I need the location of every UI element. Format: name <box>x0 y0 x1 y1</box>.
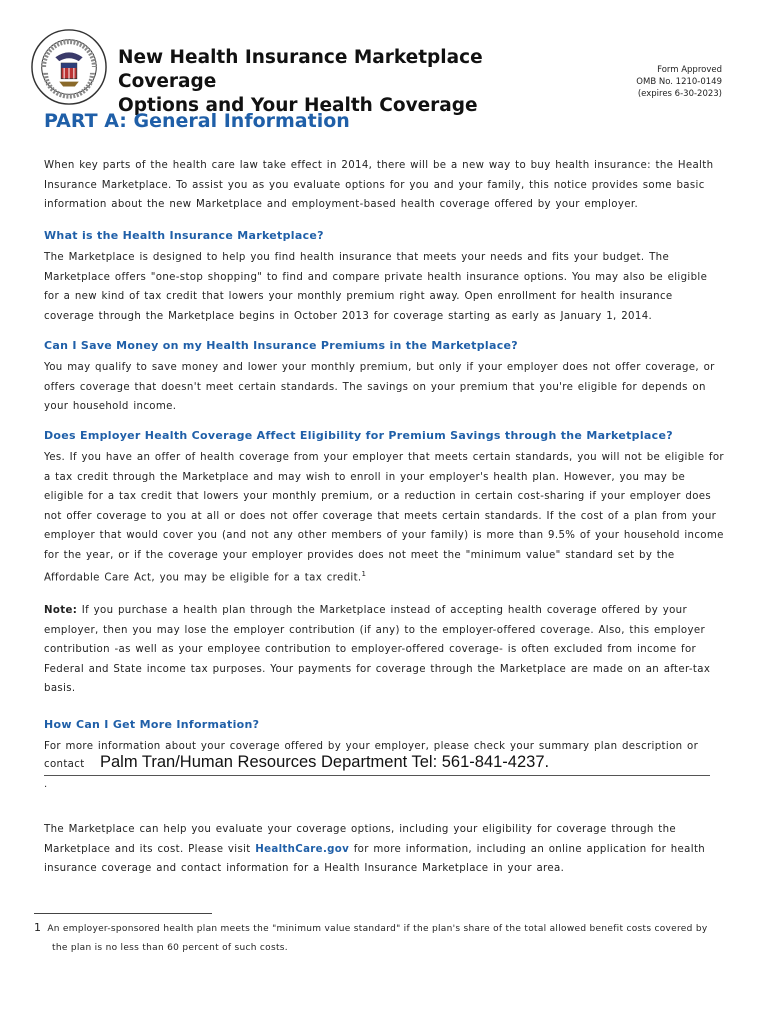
employer-coverage-paragraph <box>44 448 724 588</box>
intro-paragraph: When key parts of the health care law take effect in 2014, there will be a new way to buy health insurance: the Health Insurance Marketplace. To assist you as you evaluate options for you and your family, this notice provides some basic information about the new Marketplace and employment-based health coverage offered by your employer. <box>44 160 714 210</box>
title-line-2: Options and Your Health Coverage <box>118 95 478 116</box>
footnote-text-1: An employer-sponsored health plan meets the "minimum value standard" if the plan's share of the total allowed benefit costs covered by <box>47 924 708 934</box>
employer-coverage-text: Yes. If you have an offer of health coverage from your employer that meets certain standards, you will not be eligible for a tax credit through the Marketplace and may wish to enroll in your employer's health plan. However, you may be eligible for a tax credit that lowers your monthly premium, or a reduction in certain cost-sharing if your employer does not offer coverage to you at all or does not offer coverage that meets certain standards. If the cost of a plan from your employer that would cover you (and not any other members of your family) is more than 9.5% of your household income for the year, or if the coverage your employer provides does not meet the "minimum value" standard set by the Affordable Care Act, you may be eligible for a tax credit. <box>44 452 724 584</box>
contact-field[interactable] <box>44 753 710 776</box>
form-approval-block <box>636 64 722 100</box>
healthcare-gov-link[interactable]: HealthCare.gov <box>255 843 350 855</box>
note-text: If you purchase a health plan through the Marketplace instead of accepting health coverage offered by your employer, then you may lose the employer contribution (if any) to the employer-offered coverage. Also, this employer contribution -as well as your employee contribution to employer-offered coverage- is often excluded from income for Federal and State income tax purposes. Your payments for coverage through the Marketplace are made on an after-tax basis. <box>44 605 711 694</box>
footnote-line-2: the plan is no less than 60 percent of such costs. <box>52 943 288 953</box>
closing-text-start: The Marketplace can help you evaluate your coverage options, including your eligibility for coverage through the Marketplace and its cost. Please visit <box>44 824 677 855</box>
part-a-heading: PART A: General Information <box>44 110 350 132</box>
document-title <box>118 46 578 118</box>
note-paragraph <box>44 601 724 699</box>
question-marketplace-heading: What is the Health Insurance Marketplace? <box>44 229 324 242</box>
more-info-paragraph: For more information about your coverage offered by your employer, please check your summary plan description or <box>44 741 699 752</box>
footnote <box>34 918 714 958</box>
note-label: Note: <box>44 605 78 616</box>
closing-paragraph <box>44 820 724 879</box>
question-more-info-heading: How Can I Get More Information? <box>44 718 260 731</box>
footnote-line-1 <box>34 918 714 939</box>
expiration-date: (expires 6-30-2023) <box>637 89 722 99</box>
title-line-1: New Health Insurance Marketplace Coverage <box>118 47 483 92</box>
footnote-reference: 1 <box>361 570 367 578</box>
stray-period: . <box>44 779 48 790</box>
question-save-money-heading: Can I Save Money on my Health Insurance Premiums in the Marketplace? <box>44 339 518 352</box>
closing-text-end: for more information, including an online application for health insurance coverage and contact information for a Health Insurance Marketplace in your area. <box>44 843 706 874</box>
save-money-paragraph: You may qualify to save money and lower your monthly premium, but only if your employer does not offer coverage, or offers coverage that doesn't meet certain standards. The savings on your premium that you're eligible for depends on your household income. <box>44 362 715 412</box>
contact-label: contact <box>44 759 85 770</box>
question-employer-coverage-heading: Does Employer Health Coverage Affect Eligibility for Premium Savings through the Marketplace? <box>44 429 673 442</box>
contact-field-value: Palm Tran/Human Resources Department Tel: 561-841-4237. <box>100 753 550 771</box>
omb-number: OMB No. 1210-0149 <box>636 77 722 87</box>
footnote-number: 1 <box>34 921 42 934</box>
footnote-divider <box>34 913 212 914</box>
marketplace-paragraph: The Marketplace is designed to help you find health insurance that meets your needs and fits your budget. The Marketplace offers "one-stop shopping" to find and compare private health insurance options. You may also be eligible for a new kind of tax credit that lowers your monthly premium right away. Open enrollment for health insurance coverage through the Marketplace begins in October 2013 for coverage starting as early as January 1, 2014. <box>44 252 708 322</box>
dept-of-labor-seal-icon <box>30 28 108 106</box>
form-approved-label: Form Approved <box>657 65 722 75</box>
